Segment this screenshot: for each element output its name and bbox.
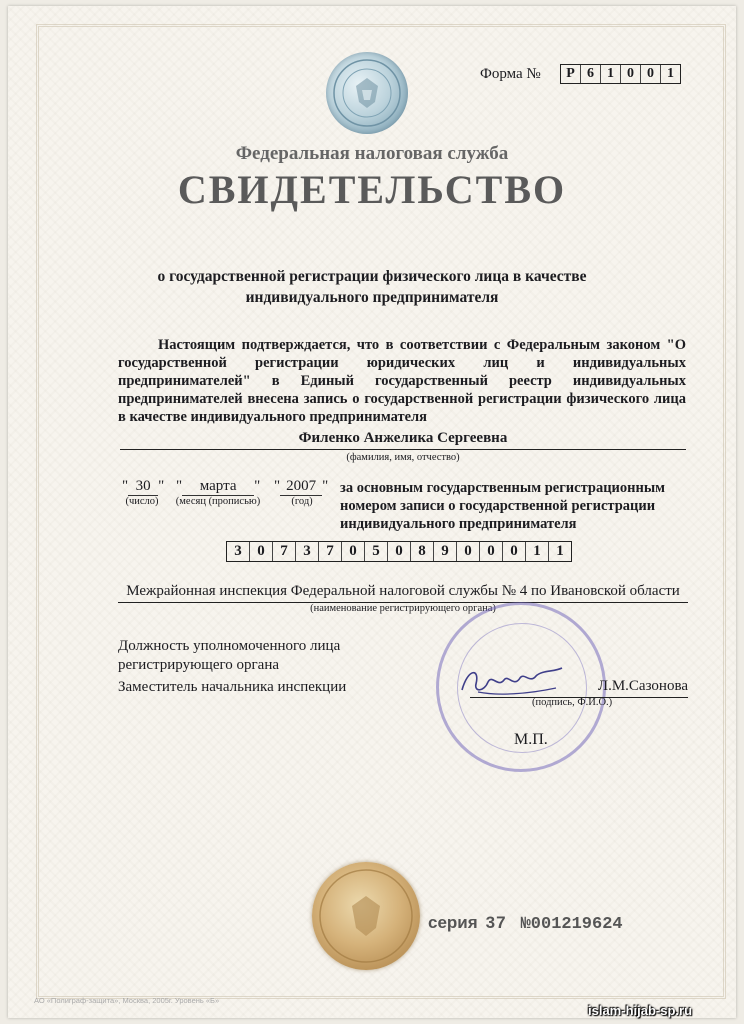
document-subtitle [150,266,594,308]
date-month-caption: (месяц (прописью) [175,496,261,507]
registration-digit: 0 [250,542,273,561]
form-number-label: Форма № [480,66,541,82]
series-block [428,913,623,934]
registering-authority-caption: (наименование регистрирующего органа) [310,603,496,614]
registration-digit: 9 [434,542,457,561]
registration-digit: 0 [480,542,503,561]
date-year-caption: (год) [291,496,313,507]
registration-digit: 5 [365,542,388,561]
position-label-line: Должность уполномоченного лица [118,638,341,654]
series-number: 37 [485,913,507,932]
gold-seal-emblem-icon [312,862,420,970]
position-label [118,637,378,675]
agency-name: Федеральная налоговая служба [235,143,509,164]
registration-digit: 1 [526,542,549,561]
signatory-position: Заместитель начальника инспекции [118,679,347,695]
form-number-char: 1 [667,66,674,81]
date-day-field: " 30 " [122,478,165,494]
statement-paragraph: Настоящим подтверждается, что в соответствии с Федеральным законом "О государственной регистрации юридических лиц и индивидуальных предпринимателей" в Единый государственный реестр индивидуальных предпринимателей внесена запись о государственной регистрации физического лица в качестве индивидуального предпринимателя [118,337,686,425]
registering-authority: Межрайонная инспекция Федеральной налоговой службы № 4 по Ивановской области [118,583,688,603]
registration-digit: 7 [319,542,342,561]
form-number-boxes [560,64,681,84]
subtitle-line: индивидуального предпринимателя [245,289,499,306]
registration-digit: 7 [273,542,296,561]
series-label: серия [428,913,478,932]
date-day-caption: (число) [125,496,159,507]
seal-place-label: М.П. [514,731,548,748]
person-name: Филенко Анжелика Сергеевна [120,430,686,450]
signatory-name: Л.М.Сазонова [470,678,688,698]
document-title: СВИДЕТЕЛЬСТВО [177,167,567,212]
registration-digit: 0 [457,542,480,561]
site-watermark: islam-hijab-sp.ru [588,1003,693,1018]
position-label-line: регистрирующего органа [118,657,280,673]
date-month-field: " марта " [176,478,261,494]
registration-digit: 0 [388,542,411,561]
registration-digit: 0 [503,542,526,561]
registration-digit: 3 [296,542,319,561]
date-year: 2007 [280,478,322,496]
hologram-emblem-icon [326,52,408,134]
date-day: 30 [128,478,158,496]
form-number-char: 0 [641,65,661,83]
form-number-char: Р [561,65,581,83]
serial-number: №001219624 [520,915,623,934]
registration-digit: 0 [342,542,365,561]
form-number-char: 0 [621,65,641,83]
form-number-char: 6 [581,65,601,83]
registration-digit: 3 [227,542,250,561]
subtitle-line: о государственной регистрации физического лица в качестве [157,268,587,285]
registration-text: за основным государственным регистрационным номером записи о государственной регистрации индивидуального предпринимателя [340,480,666,532]
registration-digit: 8 [411,542,434,561]
printer-note: АО «Полиграф-защита», Москва, 2005г. Уровень «Б» [34,996,220,1005]
date-month: марта [182,478,254,496]
registration-digit: 1 [556,543,564,559]
date-year-field: " 2007 " [274,478,329,494]
form-number-char: 1 [601,65,621,83]
person-name-caption: (фамилия, имя, отчество) [346,452,460,463]
signatory-caption: (подпись, Ф.И.О.) [532,697,613,708]
registration-number-boxes [226,541,572,562]
